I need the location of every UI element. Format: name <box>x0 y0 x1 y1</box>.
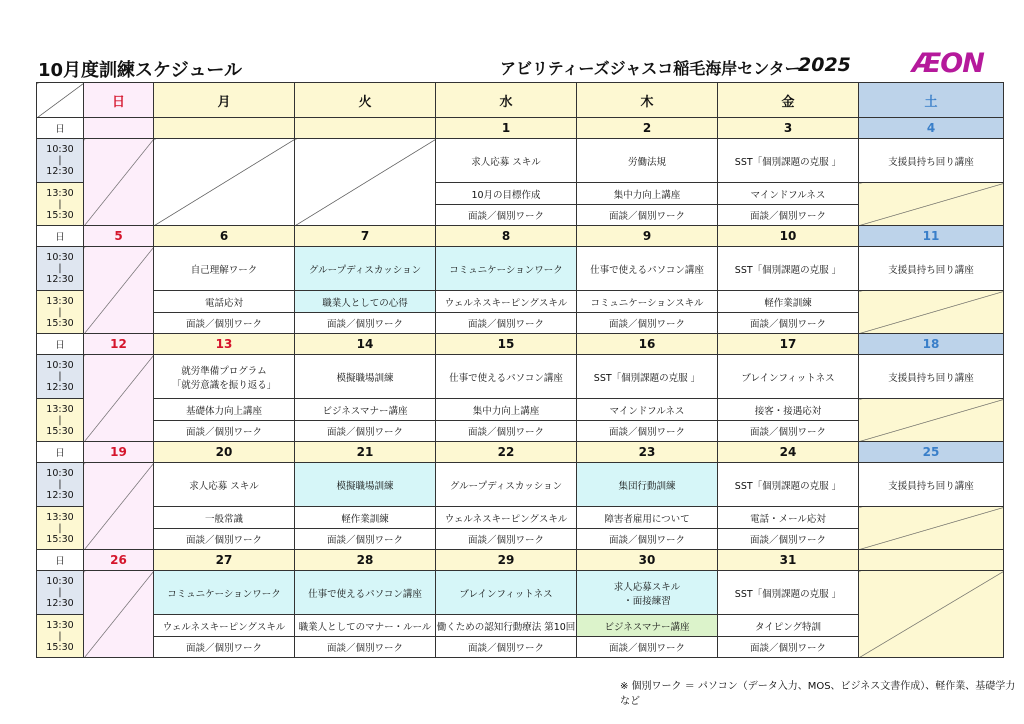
weekday-fri: 金 <box>781 94 795 110</box>
date-row <box>37 118 1004 139</box>
saturday-pm-closed <box>859 183 1004 226</box>
date-number: 6 <box>219 229 229 243</box>
date-number: 19 <box>110 445 127 459</box>
date-cell <box>295 118 436 139</box>
pm1-row <box>37 291 1004 313</box>
date-number: 14 <box>356 337 374 351</box>
pm1-row <box>37 507 1004 529</box>
pm1-session: 働くための認知行動療法 第10回 <box>436 615 577 637</box>
sunday-closed-cell <box>84 247 154 334</box>
pm1-session: 軽作業訓練 <box>295 507 436 529</box>
pm1-session: 一般常識 <box>154 507 295 529</box>
date-number: 27 <box>215 553 233 567</box>
pm1-session: マインドフルネス <box>577 399 718 421</box>
am-session: 求人応募スキル ・面接練習 <box>577 571 718 615</box>
date-row <box>37 226 1004 247</box>
saturday-pm-closed <box>859 291 1004 334</box>
date-number: 1 <box>501 121 511 135</box>
date-number: 30 <box>638 553 656 567</box>
day-row-label: 日 <box>37 442 84 463</box>
weekday-thu: 木 <box>640 94 654 110</box>
date-cell <box>859 334 1004 355</box>
pm2-session: 面談／個別ワーク <box>436 205 577 226</box>
date-number: 13 <box>215 337 233 351</box>
am-session: 求人応募 スキル <box>436 139 577 183</box>
pm2-session: 面談／個別ワーク <box>295 637 436 658</box>
aeon-logo: ÆON <box>912 48 984 79</box>
pm1-session: 職業人としての心得 <box>295 291 436 313</box>
date-row <box>37 550 1004 571</box>
date-cell <box>295 442 436 463</box>
am-session: 支援員持ち回り講座 <box>859 247 1004 291</box>
pm1-session: ビジネスマナー講座 <box>295 399 436 421</box>
day-row-label: 日 <box>37 550 84 571</box>
am-session: ブレインフィットネス <box>436 571 577 615</box>
date-cell <box>436 226 577 247</box>
date-cell <box>436 442 577 463</box>
pm2-session: 面談／個別ワーク <box>295 421 436 442</box>
pm1-session: ウェルネスキーピングスキル <box>154 615 295 637</box>
am-session: 支援員持ち回り講座 <box>859 463 1004 507</box>
am-row <box>37 571 1004 615</box>
date-cell <box>577 550 718 571</box>
pm2-row <box>37 313 1004 334</box>
am-session: SST「個別課題の克服 」 <box>718 463 859 507</box>
time-pm: 13:30 | 15:30 <box>37 507 84 550</box>
am-session: コミュニケーションワーク <box>154 571 295 615</box>
date-number: 22 <box>497 445 515 459</box>
date-number: 25 <box>922 445 940 459</box>
time-pm: 13:30 | 15:30 <box>37 399 84 442</box>
pm2-session: 面談／個別ワーク <box>718 637 859 658</box>
date-number: 4 <box>926 121 936 135</box>
date-cell <box>295 550 436 571</box>
page-title: 10月度訓練スケジュール <box>38 60 242 81</box>
pm1-session: ビジネスマナー講座 <box>577 615 718 637</box>
date-number: 3 <box>783 121 793 135</box>
pm2-session: 面談／個別ワーク <box>295 313 436 334</box>
date-cell <box>859 550 1004 571</box>
am-session: 就労準備プログラム 「就労意識を振り返る」 <box>154 355 295 399</box>
am-session: SST「個別課題の克服 」 <box>718 571 859 615</box>
pm1-session: 集中力向上講座 <box>577 183 718 205</box>
pm2-row <box>37 421 1004 442</box>
date-number: 24 <box>779 445 797 459</box>
day-row-label: 日 <box>37 334 84 355</box>
date-cell <box>154 442 295 463</box>
pm2-session: 面談／個別ワーク <box>577 637 718 658</box>
pm1-session: タイピング特訓 <box>718 615 859 637</box>
date-cell <box>84 334 154 355</box>
date-cell <box>84 442 154 463</box>
pm2-session: 面談／個別ワーク <box>295 529 436 550</box>
am-session: グループディスカッション <box>295 247 436 291</box>
pm2-session: 面談／個別ワーク <box>577 205 718 226</box>
date-number: 28 <box>356 553 374 567</box>
time-am: 10:30 | 12:30 <box>37 355 84 399</box>
time-am: 10:30 | 12:30 <box>37 139 84 183</box>
pm2-session: 面談／個別ワーク <box>577 421 718 442</box>
pm2-session: 面談／個別ワーク <box>154 637 295 658</box>
sunday-closed-cell <box>84 571 154 658</box>
date-number: 12 <box>110 337 127 351</box>
weekday-mon: 月 <box>217 94 231 110</box>
day-row-label: 日 <box>37 226 84 247</box>
year-label: 2025 <box>798 54 851 76</box>
date-cell <box>154 118 295 139</box>
weekday-wed: 水 <box>499 94 513 110</box>
pm1-session: 軽作業訓練 <box>718 291 859 313</box>
date-number: 5 <box>114 229 123 243</box>
corner-cell <box>37 83 84 118</box>
date-cell <box>295 334 436 355</box>
date-number: 20 <box>215 445 233 459</box>
pm2-session: 面談／個別ワーク <box>436 529 577 550</box>
am-session: SST「個別課題の克服 」 <box>718 247 859 291</box>
date-number: 15 <box>497 337 515 351</box>
pm1-row <box>37 615 1004 637</box>
pm2-row <box>37 529 1004 550</box>
pm2-session: 面談／個別ワーク <box>154 529 295 550</box>
am-session: 模擬職場訓練 <box>295 463 436 507</box>
pm1-session: 集中力向上講座 <box>436 399 577 421</box>
empty-day-cell <box>154 139 295 226</box>
time-pm: 13:30 | 15:30 <box>37 615 84 658</box>
am-session: 支援員持ち回り講座 <box>859 355 1004 399</box>
date-cell <box>859 226 1004 247</box>
pm2-session: 面談／個別ワーク <box>436 313 577 334</box>
date-number: 18 <box>922 337 940 351</box>
date-number: 2 <box>642 121 652 135</box>
date-number: 9 <box>642 229 652 243</box>
date-cell <box>577 226 718 247</box>
date-number: 17 <box>779 337 797 351</box>
pm1-session: マインドフルネス <box>718 183 859 205</box>
pm1-session: コミュニケーションスキル <box>577 291 718 313</box>
pm1-session: 職業人としてのマナー・ルール <box>295 615 436 637</box>
date-number: 8 <box>501 229 511 243</box>
date-number: 16 <box>638 337 656 351</box>
pm2-row <box>37 637 1004 658</box>
am-session: グループディスカッション <box>436 463 577 507</box>
date-cell <box>84 550 154 571</box>
date-cell <box>718 226 859 247</box>
weekday-tue: 火 <box>358 94 372 110</box>
pm2-session: 面談／個別ワーク <box>577 313 718 334</box>
pm1-row <box>37 399 1004 421</box>
pm1-session: 電話応対 <box>154 291 295 313</box>
sunday-closed-cell <box>84 463 154 550</box>
date-row <box>37 334 1004 355</box>
date-cell <box>577 118 718 139</box>
saturday-pm-closed <box>859 507 1004 550</box>
weekday-sun: 日 <box>111 94 125 110</box>
date-number: 11 <box>922 229 940 243</box>
date-row <box>37 442 1004 463</box>
am-session: 集団行動訓練 <box>577 463 718 507</box>
center-name: アビリティーズジャスコ稲毛海岸センター <box>500 59 801 78</box>
pm2-session: 面談／個別ワーク <box>718 421 859 442</box>
am-row <box>37 139 1004 183</box>
date-cell <box>859 118 1004 139</box>
date-cell <box>84 226 154 247</box>
date-number: 23 <box>638 445 656 459</box>
pm2-session: 面談／個別ワーク <box>577 529 718 550</box>
pm2-session: 面談／個別ワーク <box>718 205 859 226</box>
am-row <box>37 247 1004 291</box>
am-session: SST「個別課題の克服 」 <box>718 139 859 183</box>
sunday-closed-cell <box>84 139 154 226</box>
am-session: 求人応募 スキル <box>154 463 295 507</box>
date-cell <box>295 226 436 247</box>
date-cell <box>436 550 577 571</box>
date-cell <box>718 118 859 139</box>
am-session: 模擬職場訓練 <box>295 355 436 399</box>
date-number: 26 <box>110 553 127 567</box>
pm2-session: 面談／個別ワーク <box>718 313 859 334</box>
pm1-session: ウェルネスキーピングスキル <box>436 291 577 313</box>
empty-day-cell <box>295 139 436 226</box>
am-row <box>37 355 1004 399</box>
time-am: 10:30 | 12:30 <box>37 571 84 615</box>
pm2-session: 面談／個別ワーク <box>154 421 295 442</box>
time-am: 10:30 | 12:30 <box>37 247 84 291</box>
date-cell <box>718 442 859 463</box>
date-cell <box>154 550 295 571</box>
schedule-table <box>36 82 1004 658</box>
time-am: 10:30 | 12:30 <box>37 463 84 507</box>
time-pm: 13:30 | 15:30 <box>37 291 84 334</box>
day-row-label: 日 <box>37 118 84 139</box>
date-cell <box>577 442 718 463</box>
pm1-session: 基礎体力向上講座 <box>154 399 295 421</box>
date-cell <box>577 334 718 355</box>
date-cell <box>436 118 577 139</box>
empty-day-cell <box>859 571 1004 658</box>
am-session: 仕事で使えるパソコン講座 <box>436 355 577 399</box>
am-session: SST「個別課題の克服 」 <box>577 355 718 399</box>
pm1-session: 接客・接遇応対 <box>718 399 859 421</box>
sunday-closed-cell <box>84 355 154 442</box>
am-session: 労働法規 <box>577 139 718 183</box>
pm1-session: ウェルネスキーピングスキル <box>436 507 577 529</box>
date-cell <box>718 334 859 355</box>
pm2-session: 面談／個別ワーク <box>718 529 859 550</box>
date-cell <box>436 334 577 355</box>
date-number: 29 <box>497 553 515 567</box>
date-number: 10 <box>779 229 797 243</box>
pm2-session: 面談／個別ワーク <box>436 637 577 658</box>
date-cell <box>84 118 154 139</box>
pm1-session: 電話・メール応対 <box>718 507 859 529</box>
am-session: 自己理解ワーク <box>154 247 295 291</box>
weekday-header-row <box>37 83 1004 118</box>
am-row <box>37 463 1004 507</box>
pm2-session: 面談／個別ワーク <box>154 313 295 334</box>
pm2-session: 面談／個別ワーク <box>436 421 577 442</box>
date-cell <box>859 442 1004 463</box>
date-number: 21 <box>356 445 374 459</box>
saturday-pm-closed <box>859 399 1004 442</box>
pm1-session: 10月の目標作成 <box>436 183 577 205</box>
weekday-sat: 土 <box>924 94 938 110</box>
am-session: 仕事で使えるパソコン講座 <box>295 571 436 615</box>
am-session: 支援員持ち回り講座 <box>859 139 1004 183</box>
date-cell <box>718 550 859 571</box>
time-pm: 13:30 | 15:30 <box>37 183 84 226</box>
date-cell <box>154 334 295 355</box>
date-cell <box>154 226 295 247</box>
am-session: コミュニケーションワーク <box>436 247 577 291</box>
date-number: 31 <box>779 553 797 567</box>
am-session: 仕事で使えるパソコン講座 <box>577 247 718 291</box>
am-session: ブレインフィットネス <box>718 355 859 399</box>
date-number: 7 <box>360 229 370 243</box>
pm1-session: 障害者雇用について <box>577 507 718 529</box>
footnote: ※ 個別ワーク ＝ パソコン（データ入力、MOS、ビジネス文書作成）、軽作業、基礎学力など <box>620 681 1016 707</box>
